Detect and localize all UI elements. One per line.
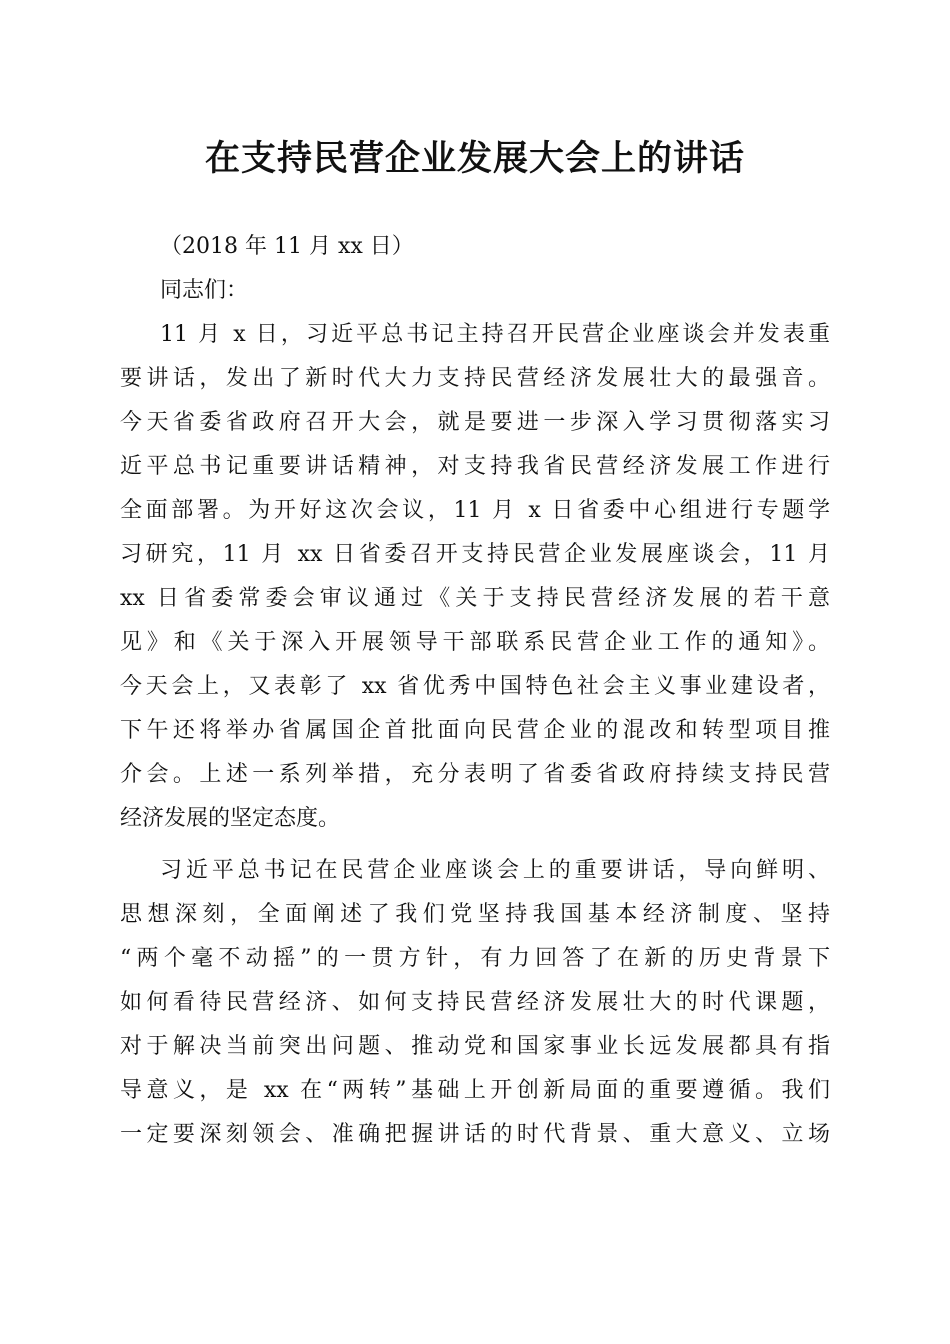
paragraph-line: 今天会上，又表彰了 xx 省优秀中国特色社会主义事业建设者， xyxy=(120,674,830,699)
paragraph-line: 11 月 x 日，习近平总书记主持召开民营企业座谈会并发表重 xyxy=(160,322,830,347)
salutation: 同志们： xyxy=(160,278,249,303)
paragraph-line: 今天省委省政府召开大会，就是要进一步深入学习贯彻落实习 xyxy=(120,410,830,435)
paragraph-line: 下午还将举办省属国企首批面向民营企业的混改和转型项目推 xyxy=(120,718,830,743)
paragraph-line: 近平总书记重要讲话精神，对支持我省民营经济发展工作进行 xyxy=(120,454,830,479)
paragraph-2 xyxy=(120,849,830,1157)
paragraph-line: 如何看待民营经济、如何支持民营经济发展壮大的时代课题， xyxy=(120,990,830,1015)
paragraph-line: 习研究，11 月 xx 日省委召开支持民营企业发展座谈会，11 月 xyxy=(120,542,830,567)
paragraph-line: 思想深刻，全面阐述了我们党坚持我国基本经济制度、坚持 xyxy=(120,902,830,927)
paragraph-line: 全面部署。为开好这次会议，11 月 x 日省委中心组进行专题学 xyxy=(120,498,830,523)
paragraph-spacer xyxy=(120,841,830,849)
paragraph-line: 习近平总书记在民营企业座谈会上的重要讲话，导向鲜明、 xyxy=(160,858,830,883)
paragraph-line: 对于解决当前突出问题、推动党和国家事业长远发展都具有指 xyxy=(120,1034,830,1059)
paragraph-line: 见》和《关于深入开展领导干部联系民营企业工作的通知》。 xyxy=(120,630,830,655)
paragraph-line: “两个毫不动摇”的一贯方针，有力回答了在新的历史背景下 xyxy=(120,946,830,971)
paragraph-1 xyxy=(120,313,830,841)
document-body xyxy=(120,225,830,1157)
paragraph-line: 经济发展的坚定态度。 xyxy=(120,806,341,831)
paragraph-line: 一定要深刻领会、准确把握讲话的时代背景、重大意义、立场 xyxy=(120,1122,830,1147)
paragraph-line: xx 日省委常委会审议通过《关于支持民营经济发展的若干意 xyxy=(120,586,830,611)
page-title: 在支持民营企业发展大会上的讲话 xyxy=(204,138,745,179)
paragraph-line: 导意义，是 xx 在“两转”基础上开创新局面的重要遵循。我们 xyxy=(120,1078,830,1103)
date-line: （2018 年 11 月 xx 日） xyxy=(160,234,414,259)
paragraph-line: 要讲话，发出了新时代大力支持民营经济发展壮大的最强音。 xyxy=(120,366,830,391)
paragraph-line: 介会。上述一系列举措，充分表明了省委省政府持续支持民营 xyxy=(120,762,830,787)
